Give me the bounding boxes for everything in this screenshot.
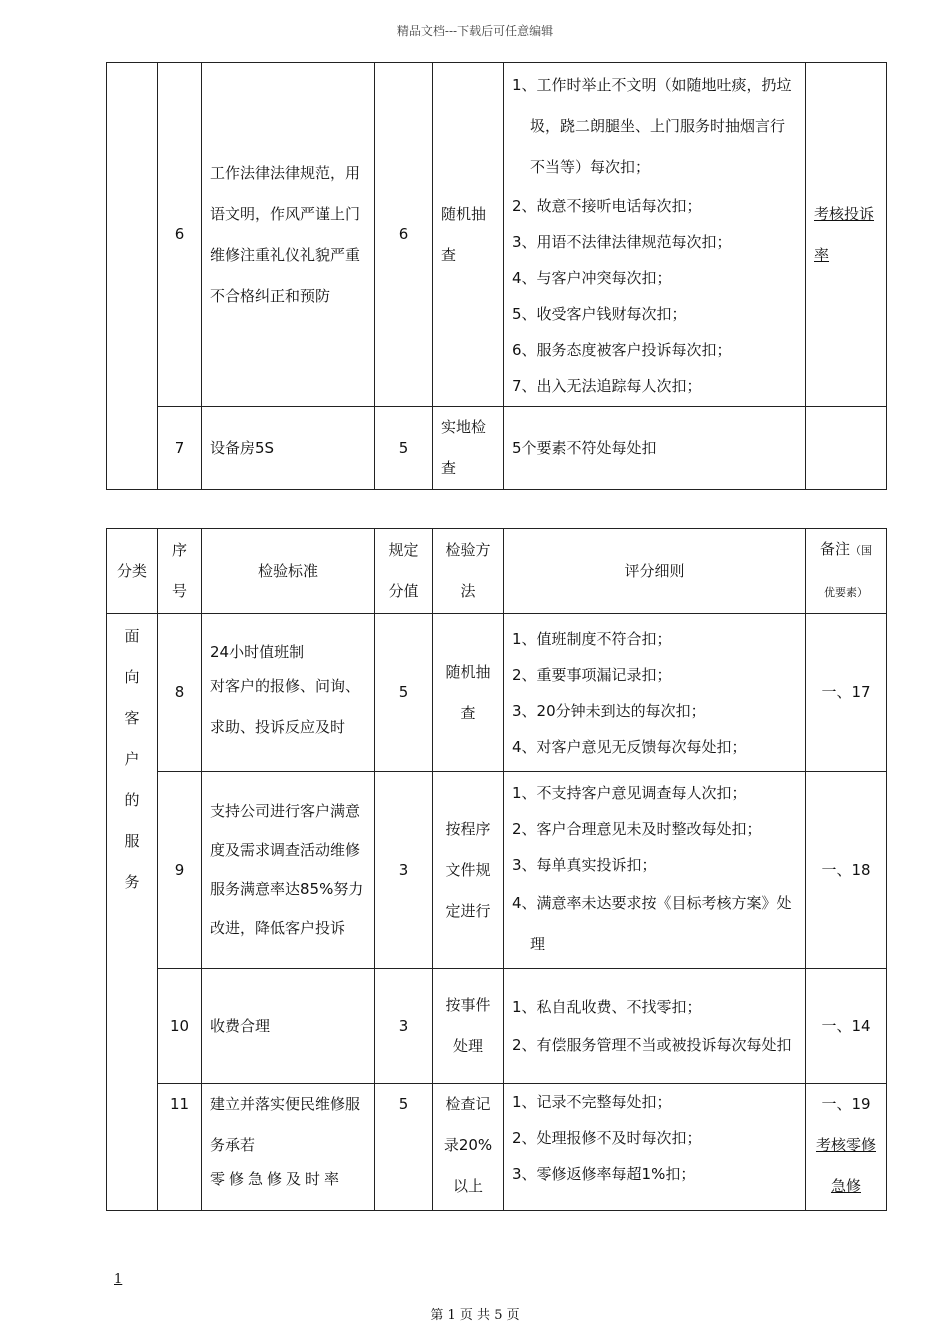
header-note-main: 备注 xyxy=(819,540,850,558)
detail-item: 1、不支持客户意见调查每人次扣； xyxy=(512,784,747,802)
page-header: 精品文档---下载后可任意编辑 xyxy=(396,24,554,38)
seq-cell: 9 xyxy=(158,772,202,969)
details-cell xyxy=(504,1084,806,1211)
detail-item: 5、收受客户钱财每次扣； xyxy=(512,305,687,323)
evaluation-table-continued xyxy=(106,62,887,490)
seq-cell: 6 xyxy=(158,63,202,407)
header-note-sub: （国 xyxy=(850,544,872,557)
score-cell: 5 xyxy=(375,614,433,772)
detail-item: 6、服务态度被客户投诉每次扣； xyxy=(512,341,732,359)
standard-line: 24小时值班制 xyxy=(210,642,305,661)
standard-line: 对客户的报修、问询、求助、投诉反应及时 xyxy=(210,676,361,736)
note-cell: 一、17 xyxy=(806,614,887,772)
details-cell xyxy=(504,772,806,969)
details-cell xyxy=(504,63,806,407)
evaluation-table xyxy=(106,528,887,1211)
detail-item: 7、出入无法追踪每人次扣； xyxy=(512,377,702,395)
category-label: 面向客户的服务 xyxy=(124,627,140,891)
seq-cell: 11 xyxy=(158,1084,202,1211)
detail-item: 3、用语不法律法律规范每次扣； xyxy=(512,233,732,251)
method-cell: 随机抽查 xyxy=(433,63,504,407)
detail-item: 4、满意率未达要求按《目标考核方案》处理 xyxy=(512,894,792,953)
note-cell: 考核投诉率 xyxy=(806,63,887,407)
detail-item: 1、值班制度不符合扣； xyxy=(512,629,672,648)
header-method: 检验方法 xyxy=(433,529,504,614)
standard-line: 零修急修及时率 xyxy=(210,1170,344,1188)
category-cell xyxy=(107,614,158,1211)
seq-cell: 8 xyxy=(158,614,202,772)
detail-item: 1、工作时举止不文明（如随地吐痰，扔垃圾，跷二朗腿坐、上门服务时抽烟言行不当等）每次扣； xyxy=(512,76,792,176)
method-cell: 随机抽查 xyxy=(433,614,504,772)
table-row xyxy=(107,63,887,407)
method-cell: 按事件处理 xyxy=(433,969,504,1084)
seq-cell: 10 xyxy=(158,969,202,1084)
score-cell: 3 xyxy=(375,772,433,969)
detail-item: 3、零修返修率每超1%扣； xyxy=(512,1165,696,1183)
note-cell: 一、14 xyxy=(806,969,887,1084)
details-cell xyxy=(504,969,806,1084)
detail-item: 3、20分钟未到达的每次扣； xyxy=(512,701,706,720)
standard-cell xyxy=(202,614,375,772)
header-standard: 检验标准 xyxy=(202,529,375,614)
score-cell: 3 xyxy=(375,969,433,1084)
table-row xyxy=(107,614,887,772)
note-line: 一、19 xyxy=(821,1095,871,1113)
method-cell: 实地检查 xyxy=(433,407,504,490)
header-note xyxy=(806,529,887,614)
detail-item: 3、每单真实投诉扣； xyxy=(512,856,657,874)
seq-cell: 7 xyxy=(158,407,202,490)
method-cell: 检查记录20%以上 xyxy=(433,1084,504,1211)
note-cell: 一、18 xyxy=(806,772,887,969)
note-cell xyxy=(806,407,887,490)
standard-cell: 支持公司进行客户满意度及需求调查活动维修服务满意率达85%努力改进，降低客户投诉 xyxy=(202,772,375,969)
detail-item: 2、客户合理意见未及时整改每处扣； xyxy=(512,820,762,838)
standard-cell xyxy=(202,1084,375,1211)
details-cell: 5个要素不符处每处扣 xyxy=(504,407,806,490)
detail-item: 2、有偿服务管理不当或被投诉每次每处扣 xyxy=(512,1036,792,1054)
method-cell: 按程序文件规定进行 xyxy=(433,772,504,969)
score-cell: 6 xyxy=(375,63,433,407)
table-row xyxy=(107,407,887,490)
header-note-sub: 优要素） xyxy=(824,586,868,599)
header-details: 评分细则 xyxy=(504,529,806,614)
table-row xyxy=(107,772,887,969)
table-row xyxy=(107,1084,887,1211)
standard-cell: 设备房5S xyxy=(202,407,375,490)
details-cell xyxy=(504,614,806,772)
category-cell xyxy=(107,63,158,490)
footnote-marker: 1 xyxy=(114,1272,123,1287)
table-header-row xyxy=(107,529,887,614)
header-score: 规定分值 xyxy=(375,529,433,614)
detail-item: 2、重要事项漏记录扣； xyxy=(512,665,672,684)
detail-item: 4、与客户冲突每次扣； xyxy=(512,269,672,287)
note-cell xyxy=(806,1084,887,1211)
detail-item: 2、处理报修不及时每次扣； xyxy=(512,1129,702,1147)
detail-item: 1、私自乱收费、不找零扣； xyxy=(512,998,702,1016)
detail-item: 4、对客户意见无反馈每次每处扣； xyxy=(512,737,747,756)
standard-cell: 工作法律法律规范，用语文明，作风严谨上门维修注重礼仪礼貌严重不合格纠正和预防 xyxy=(202,63,375,407)
note-line: 考核零修急修 xyxy=(815,1136,876,1195)
table-row xyxy=(107,969,887,1084)
standard-cell: 收费合理 xyxy=(202,969,375,1084)
header-seq: 序号 xyxy=(158,529,202,614)
standard-line: 建立并落实便民维修服务承若 xyxy=(210,1095,361,1154)
page-footer: 第 1 页 共 5 页 xyxy=(430,1308,520,1323)
score-cell: 5 xyxy=(375,1084,433,1211)
detail-item: 1、记录不完整每处扣； xyxy=(512,1093,672,1111)
score-cell: 5 xyxy=(375,407,433,490)
detail-item: 2、故意不接听电话每次扣； xyxy=(512,197,702,215)
header-category: 分类 xyxy=(107,529,158,614)
